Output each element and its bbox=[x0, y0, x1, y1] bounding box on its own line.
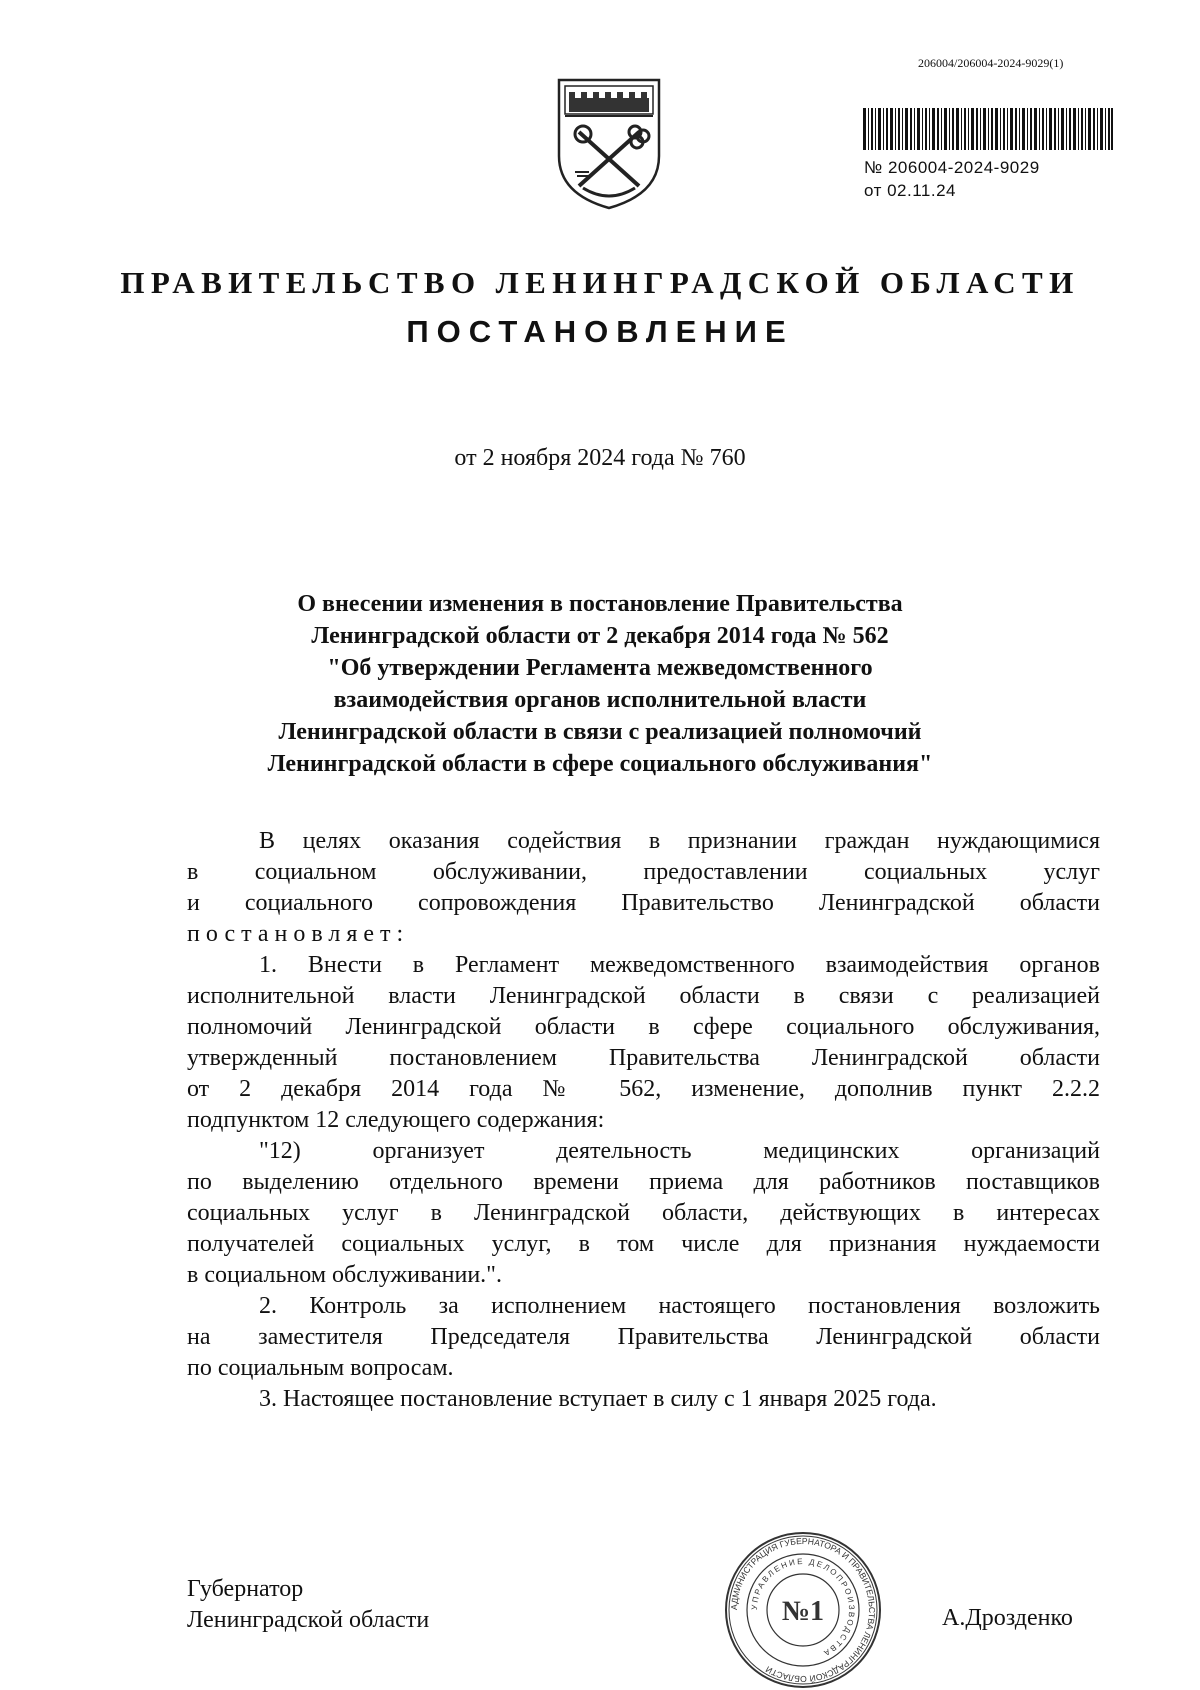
heading-line: Ленинградской области от 2 декабря 2014 года № 562 bbox=[311, 623, 889, 649]
body-line: 1. Внести в Регламент межведомственного взаимодействия органов bbox=[259, 952, 1100, 978]
body-line: полномочий Ленинградской области в сфере социального обслуживания, bbox=[187, 1014, 1100, 1040]
heading-line: Ленинградской области в связи с реализацией полномочий bbox=[278, 719, 922, 745]
document-id: 206004/206004-2024-9029(1) bbox=[918, 56, 1064, 70]
registration-date: от 02.11.24 bbox=[864, 181, 957, 200]
body-line: "12) организует деятельность медицинских организаций bbox=[259, 1138, 1100, 1164]
document-body bbox=[187, 826, 1100, 1415]
stamp-outer-text: АДМИНИСТРАЦИЯ ГУБЕРНАТОРА И ПРАВИТЕЛЬСТВА ЛЕНИНГРАДСКОЙ ОБЛАСТИ bbox=[728, 1535, 878, 1685]
leningrad-oblast-coat-of-arms-icon bbox=[555, 76, 663, 210]
body-line: в социальном обслуживании, предоставлении социальных услуг bbox=[187, 859, 1100, 885]
document-date-number: от 2 ноября 2024 года № 760 bbox=[454, 445, 746, 471]
item-1-paragraph bbox=[187, 950, 1100, 1136]
body-line: по выделению отдельного времени приема для работников поставщиков bbox=[187, 1169, 1100, 1195]
document-type: ПОСТАНОВЛЕНИЕ bbox=[406, 314, 794, 349]
signatory-name: А.Дрозденко bbox=[942, 1605, 1073, 1631]
body-line: от 2 декабря 2014 года № 562, изменение, дополнив пункт 2.2.2 bbox=[187, 1076, 1100, 1102]
heading-line: "Об утверждении Регламента межведомственного bbox=[327, 655, 873, 681]
body-line: утвержденный постановлением Правительства Ленинградской области bbox=[187, 1045, 1100, 1071]
document-heading bbox=[180, 588, 1020, 780]
body-line: 2. Контроль за исполнением настоящего постановления возложить bbox=[259, 1293, 1100, 1319]
barcode-icon bbox=[863, 108, 1113, 150]
resolves-word: постановляет: bbox=[187, 921, 410, 947]
official-seal-stamp bbox=[723, 1530, 883, 1690]
body-line: по социальным вопросам. bbox=[187, 1355, 454, 1381]
body-line: подпунктом 12 следующего содержания: bbox=[187, 1107, 605, 1133]
body-line: на заместителя Председателя Правительства Ленинградской области bbox=[187, 1324, 1100, 1350]
body-line: 3. Настоящее постановление вступает в силу с 1 января 2025 года. bbox=[259, 1386, 937, 1412]
heading-line: Ленинградской области в сфере социального обслуживания" bbox=[267, 751, 933, 777]
preamble-paragraph bbox=[187, 826, 1100, 950]
body-line: и социального сопровождения Правительство Ленинградской области bbox=[187, 890, 1100, 916]
item-3-paragraph bbox=[187, 1384, 1100, 1415]
heading-line: взаимодействия органов исполнительной власти bbox=[333, 687, 867, 713]
heading-line: О внесении изменения в постановление Правительства bbox=[297, 591, 903, 617]
body-line: в социальном обслуживании.". bbox=[187, 1262, 502, 1288]
body-line: исполнительной власти Ленинградской области в связи с реализацией bbox=[187, 983, 1100, 1009]
body-line: получателей социальных услуг, в том числе для признания нуждаемости bbox=[187, 1231, 1100, 1257]
signatory-title bbox=[187, 1574, 429, 1636]
registration-number: № 206004-2024-9029 bbox=[864, 158, 1040, 177]
stamp-inner-text: УПРАВЛЕНИЕ ДЕЛОПРОИЗВОДСТВА bbox=[749, 1556, 857, 1659]
government-title: ПРАВИТЕЛЬСТВО ЛЕНИНГРАДСКОЙ ОБЛАСТИ bbox=[120, 265, 1080, 300]
item-2-paragraph bbox=[187, 1291, 1100, 1384]
body-line: В целях оказания содействия в признании граждан нуждающимися bbox=[259, 828, 1100, 854]
signatory-title-line: Ленинградской области bbox=[187, 1607, 430, 1633]
signatory-title-line: Губернатор bbox=[187, 1576, 304, 1602]
stamp-number: №1 bbox=[781, 1596, 825, 1627]
item-1-quote-paragraph bbox=[187, 1136, 1100, 1291]
body-line: социальных услуг в Ленинградской области, действующих в интересах bbox=[187, 1200, 1100, 1226]
